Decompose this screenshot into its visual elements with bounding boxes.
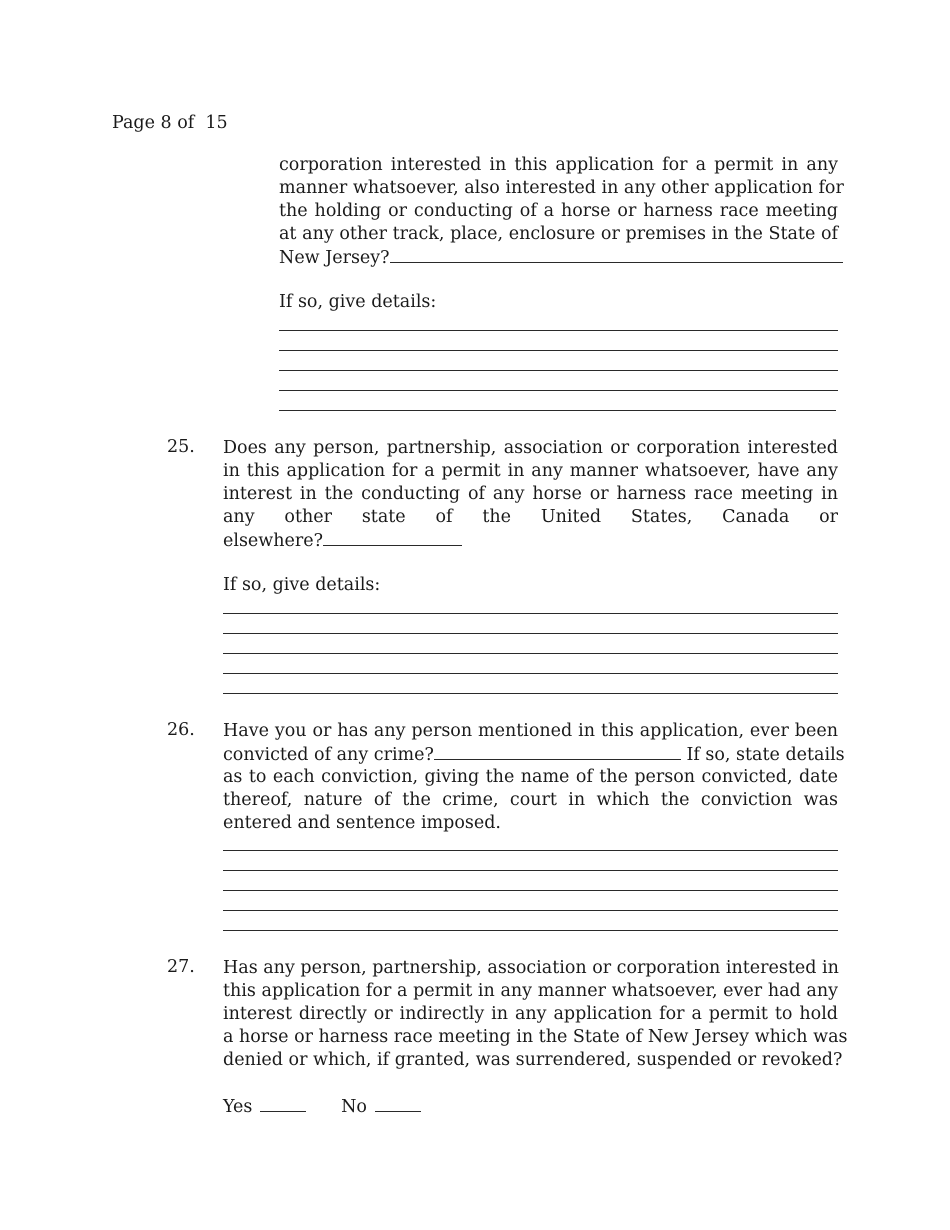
question-inline-text: If so, state details (686, 745, 845, 765)
question-27-text (223, 957, 848, 1072)
text-line: as to each conviction, giving the name of the person convicted, date (223, 767, 838, 787)
details-line[interactable] (223, 653, 838, 654)
yes-no-row (223, 1095, 421, 1117)
text-line: corporation interested in this application for a permit in any (279, 155, 838, 175)
yes-answer-blank[interactable] (260, 1095, 306, 1112)
details-line[interactable] (223, 890, 838, 891)
question-number: 26. (167, 720, 195, 740)
question-inline-text: convicted of any crime? (223, 745, 434, 765)
details-label: If so, give details: (223, 575, 381, 595)
text-line: Has any person, partnership, association or corporation interested in (223, 958, 839, 978)
continued-question-text (279, 154, 844, 269)
details-line[interactable] (279, 370, 838, 371)
details-line[interactable] (279, 390, 838, 391)
page-number: Page 8 of 15 (112, 113, 228, 133)
text-line: entered and sentence imposed. (223, 813, 501, 833)
text-line: Does any person, partnership, association or corporation interested (223, 438, 838, 458)
text-line: any other state of the United States, Canada or (223, 507, 838, 527)
text-line: Have you or has any person mentioned in this application, ever been (223, 721, 838, 741)
text-line: a horse or harness race meeting in the State of New Jersey which was (223, 1027, 848, 1047)
details-line[interactable] (279, 410, 836, 411)
no-answer-blank[interactable] (375, 1095, 421, 1112)
details-label: If so, give details: (279, 292, 437, 312)
text-line: manner whatsoever, also interested in any other application for (279, 178, 844, 198)
answer-blank[interactable] (390, 246, 843, 263)
details-line[interactable] (279, 350, 838, 351)
details-line[interactable] (223, 930, 838, 931)
details-line[interactable] (223, 673, 838, 674)
question-number: 25. (167, 437, 195, 457)
text-line (223, 743, 845, 766)
text-line: denied or which, if granted, was surrendered, suspended or revoked? (223, 1050, 843, 1070)
question-number: 27. (167, 957, 195, 977)
text-line: interest directly or indirectly in any application for a permit to hold (223, 1004, 838, 1024)
text-line: the holding or conducting of a horse or harness race meeting (279, 201, 838, 221)
details-line[interactable] (223, 910, 838, 911)
question-end-text: New Jersey? (279, 248, 390, 268)
details-line[interactable] (223, 693, 838, 694)
details-line[interactable] (223, 850, 838, 851)
yes-label: Yes (223, 1097, 253, 1117)
text-line: thereof, nature of the crime, court in which the conviction was (223, 790, 838, 810)
question-26-text (223, 720, 845, 835)
text-line (279, 246, 838, 269)
text-line: at any other track, place, enclosure or premises in the State of (279, 224, 838, 244)
text-line: in this application for a permit in any manner whatsoever, have any (223, 461, 838, 481)
details-line[interactable] (279, 330, 838, 331)
answer-blank[interactable] (434, 743, 681, 760)
no-label: No (341, 1097, 367, 1117)
text-line: this application for a permit in any manner whatsoever, ever had any (223, 981, 838, 1001)
details-line[interactable] (223, 633, 838, 634)
question-end-text: elsewhere? (223, 531, 324, 551)
answer-blank[interactable] (323, 529, 462, 546)
text-line: interest in the conducting of any horse or harness race meeting in (223, 484, 838, 504)
question-25-text (223, 437, 838, 552)
details-line[interactable] (223, 870, 838, 871)
text-line (223, 529, 838, 552)
details-line[interactable] (223, 613, 838, 614)
